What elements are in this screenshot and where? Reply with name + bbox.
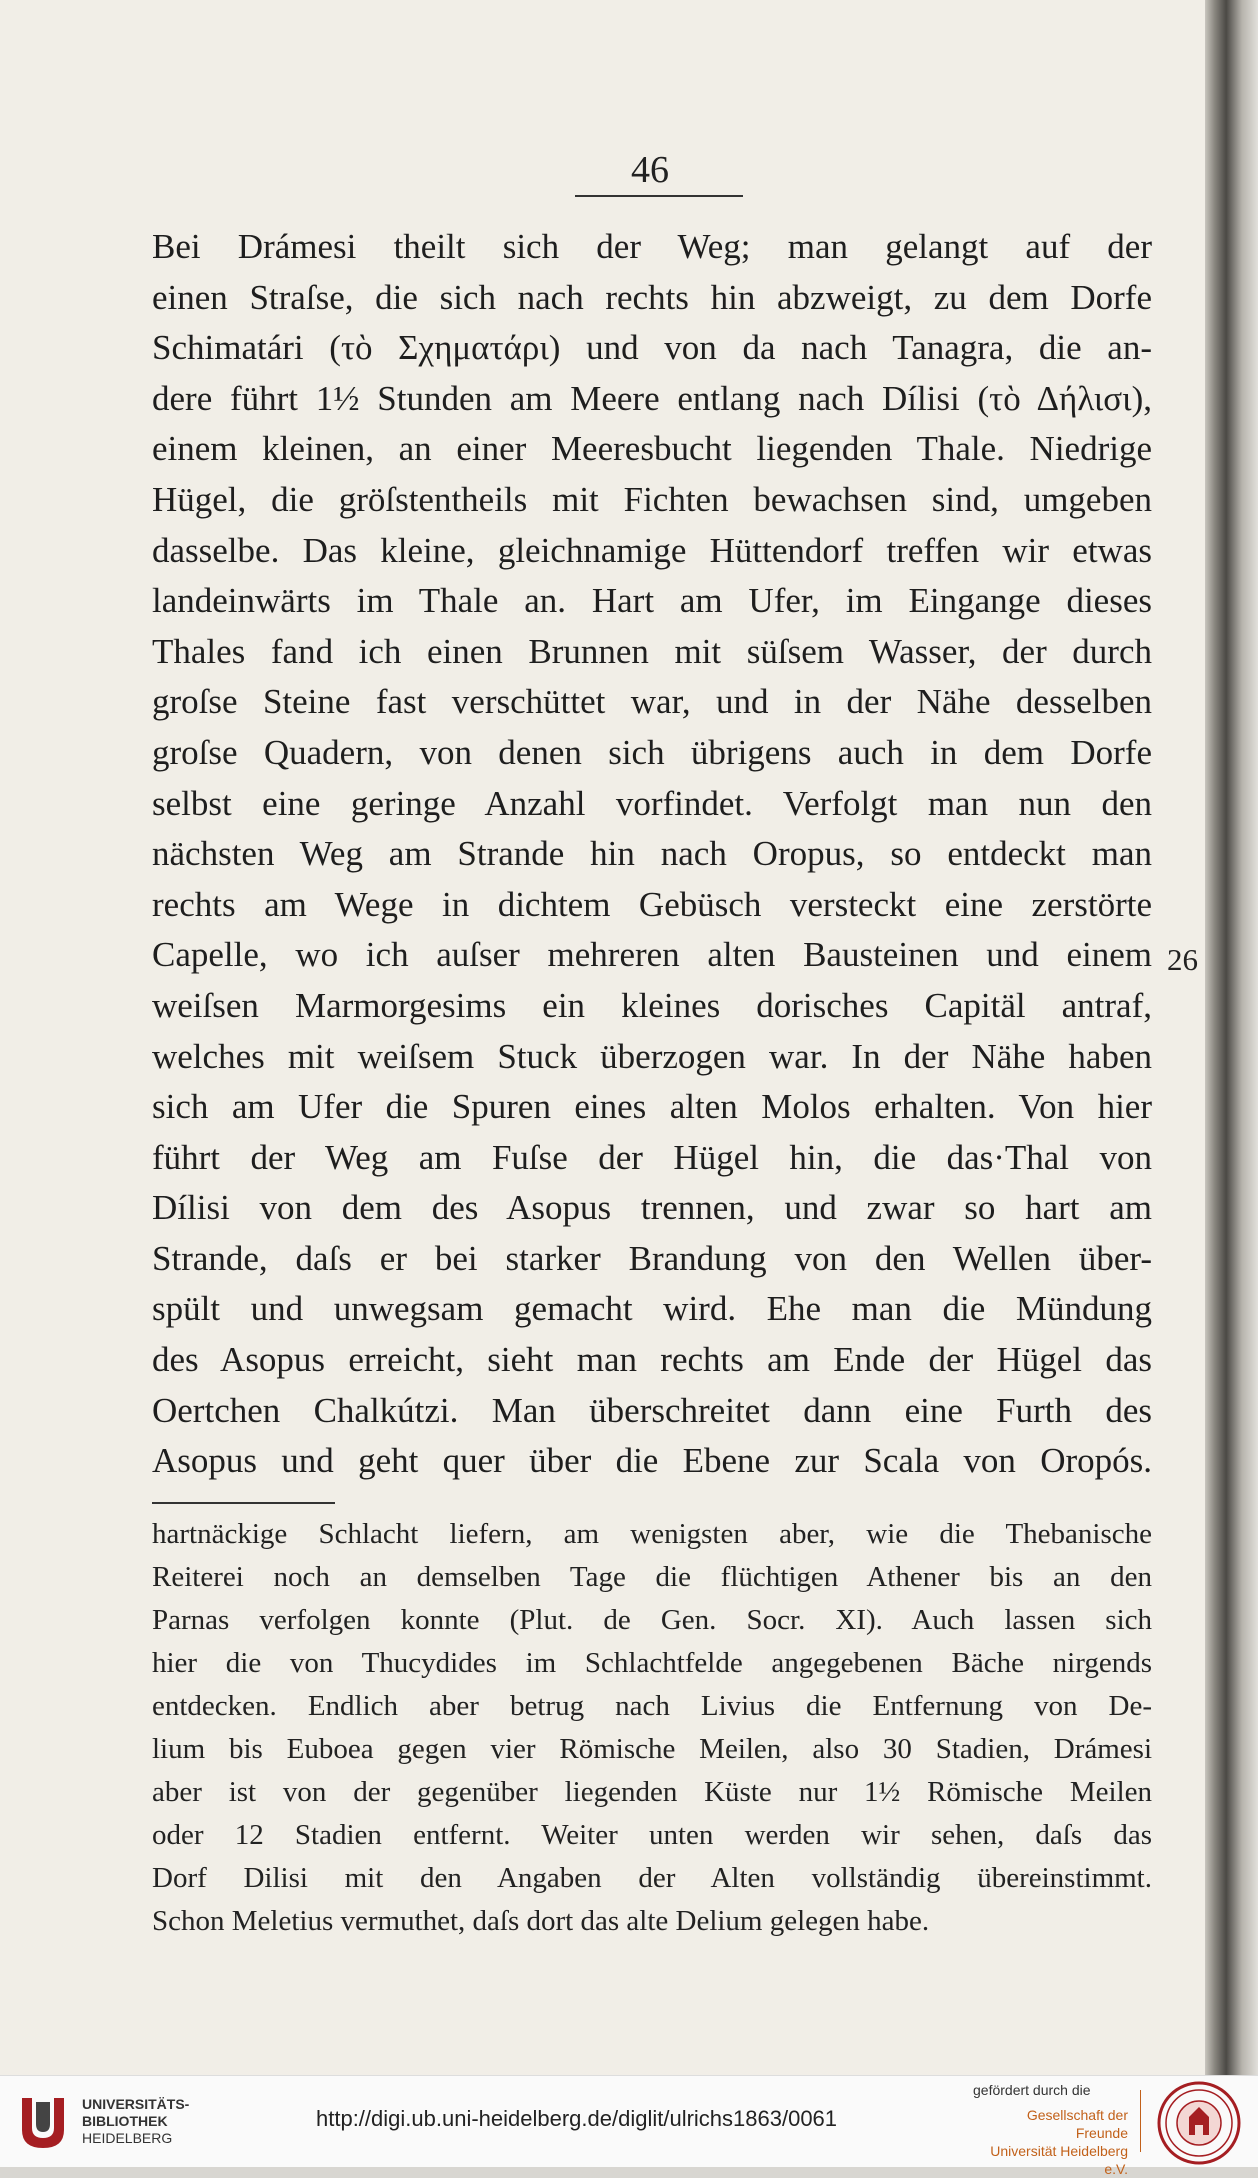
body-line: rechts am Wege in dichtem Gebüsch versteckt eine zerstörte <box>152 884 1152 924</box>
library-name-line: BIBLIOTHEK <box>82 2113 168 2129</box>
body-line: Dílisi von dem des Asopus trennen, und zwar so hart am <box>152 1188 1152 1228</box>
body-line: Bei Drámesi theilt sich der Weg; man gelangt auf der <box>152 227 1152 266</box>
body-line: Capelle, wo ich auſser mehreren alten Bausteinen und einem <box>152 935 1152 975</box>
footnote-line: Reiterei noch an demselben Tage die flüchtigen Athener bis an den <box>152 1561 1152 1593</box>
margin-page-reference: 26 <box>1167 942 1198 977</box>
footnote-line: oder 12 Stadien entfernt. Weiter unten werden wir sehen, daſs das <box>152 1819 1152 1851</box>
body-line: Oertchen Chalkútzi. Man überschreitet dann eine Furth des <box>152 1390 1152 1430</box>
library-name-line: UNIVERSITÄTS- <box>82 2096 190 2112</box>
sponsor-name-line: Universität Heidelberg e.V. <box>990 2143 1128 2177</box>
library-name-line: HEIDELBERG <box>82 2130 173 2146</box>
body-line: dasselbe. Das kleine, gleichnamige Hüttendorf treffen wir etwas <box>152 530 1152 570</box>
page-number: 46 <box>631 149 669 191</box>
footnote-line: entdecken. Endlich aber betrug nach Livius die Entfernung von De- <box>152 1690 1152 1722</box>
university-library-logo-icon <box>12 2088 74 2154</box>
body-line: welches mit weiſsem Stuck überzogen war. In der Nähe haben <box>152 1036 1152 1076</box>
footnote-rule <box>152 1502 335 1504</box>
permalink-url[interactable]: http://digi.ub.uni-heidelberg.de/diglit/ulrichs1863/0061 <box>316 2106 838 2131</box>
body-line: Asopus und geht quer über die Ebene zur Scala von Oropós. <box>152 1441 1152 1481</box>
sponsor-name-line: Gesellschaft der Freunde <box>1026 2107 1128 2141</box>
body-line: spült und unwegsam gemacht wird. Ehe man die Mündung <box>152 1289 1152 1329</box>
page-number-rule <box>575 195 743 197</box>
body-line: einen Straſse, die sich nach rechts hin abzweigt, zu dem Dorfe <box>152 277 1152 317</box>
body-line: Hügel, die gröſstentheils mit Fichten bewachsen sind, umgeben <box>152 479 1152 519</box>
body-line: selbst eine geringe Anzahl vorfindet. Verfolgt man nun den <box>152 783 1152 823</box>
body-line: dere führt 1½ Stunden am Meere entlang nach Dílisi (τὸ Δήλισι), <box>152 378 1152 418</box>
body-line: nächsten Weg am Strande hin nach Oropus, so entdeckt man <box>152 834 1152 874</box>
body-line: Strande, daſs er bei starker Brandung von den Wellen über- <box>152 1238 1152 1278</box>
body-line: Schimatári (τὸ Σχηματάρι) und von da nach Tanagra, die an- <box>152 328 1152 368</box>
footnote-line: Parnas verfolgen konnte (Plut. de Gen. Socr. XI). Auch lassen sich <box>152 1604 1152 1636</box>
library-name <box>82 2096 189 2147</box>
body-line: weiſsen Marmorgesims ein kleines dorisches Capitäl antraf, <box>152 985 1152 1025</box>
body-line: sich am Ufer die Spuren eines alten Molos erhalten. Von hier <box>152 1087 1152 1127</box>
footnote-line: hartnäckige Schlacht liefern, am wenigsten aber, wie die Thebanische <box>152 1518 1152 1550</box>
footnote <box>152 1513 1152 1943</box>
body-line: groſse Quadern, von denen sich übrigens auch in dem Dorfe <box>152 732 1152 772</box>
sponsor-label: gefördert durch die <box>973 2082 1091 2098</box>
footnote-line: Dorf Dilisi mit den Angaben der Alten vollständig übereinstimmt. <box>152 1862 1152 1894</box>
viewer-footer <box>0 2075 1258 2177</box>
sponsor-divider <box>1140 2090 1141 2152</box>
body-line: landeinwärts im Thale an. Hart am Ufer, im Eingange dieses <box>152 581 1152 621</box>
body-line: einem kleinen, an einer Meeresbucht liegenden Thale. Niedrige <box>152 429 1152 469</box>
body-line: führt der Weg am Fuſse der Hügel hin, die das·Thal von <box>152 1137 1152 1177</box>
body-line: groſse Steine fast verschüttet war, und in der Nähe desselben <box>152 682 1152 722</box>
body-line: des Asopus erreicht, sieht man rechts am Ende der Hügel das <box>152 1340 1152 1380</box>
footnote-line: aber ist von der gegenüber liegenden Küste nur 1½ Römische Meilen <box>152 1776 1152 1808</box>
footnote-line: Schon Meletius vermuthet, daſs dort das alte Delium gelegen habe. <box>152 1905 930 1937</box>
body-line: Thales fand ich einen Brunnen mit süſsem Wasser, der durch <box>152 631 1152 671</box>
footnote-line: hier die von Thucydides im Schlachtfelde angegebenen Bäche nirgends <box>152 1647 1152 1679</box>
sponsor-name <box>973 2106 1128 2178</box>
book-binding-edge <box>1205 0 1258 2075</box>
body-text <box>152 222 1152 1487</box>
footnote-line: lium bis Euboea gegen vier Römische Meilen, also 30 Stadien, Drámesi <box>152 1733 1152 1765</box>
university-seal-icon <box>1157 2081 1241 2165</box>
